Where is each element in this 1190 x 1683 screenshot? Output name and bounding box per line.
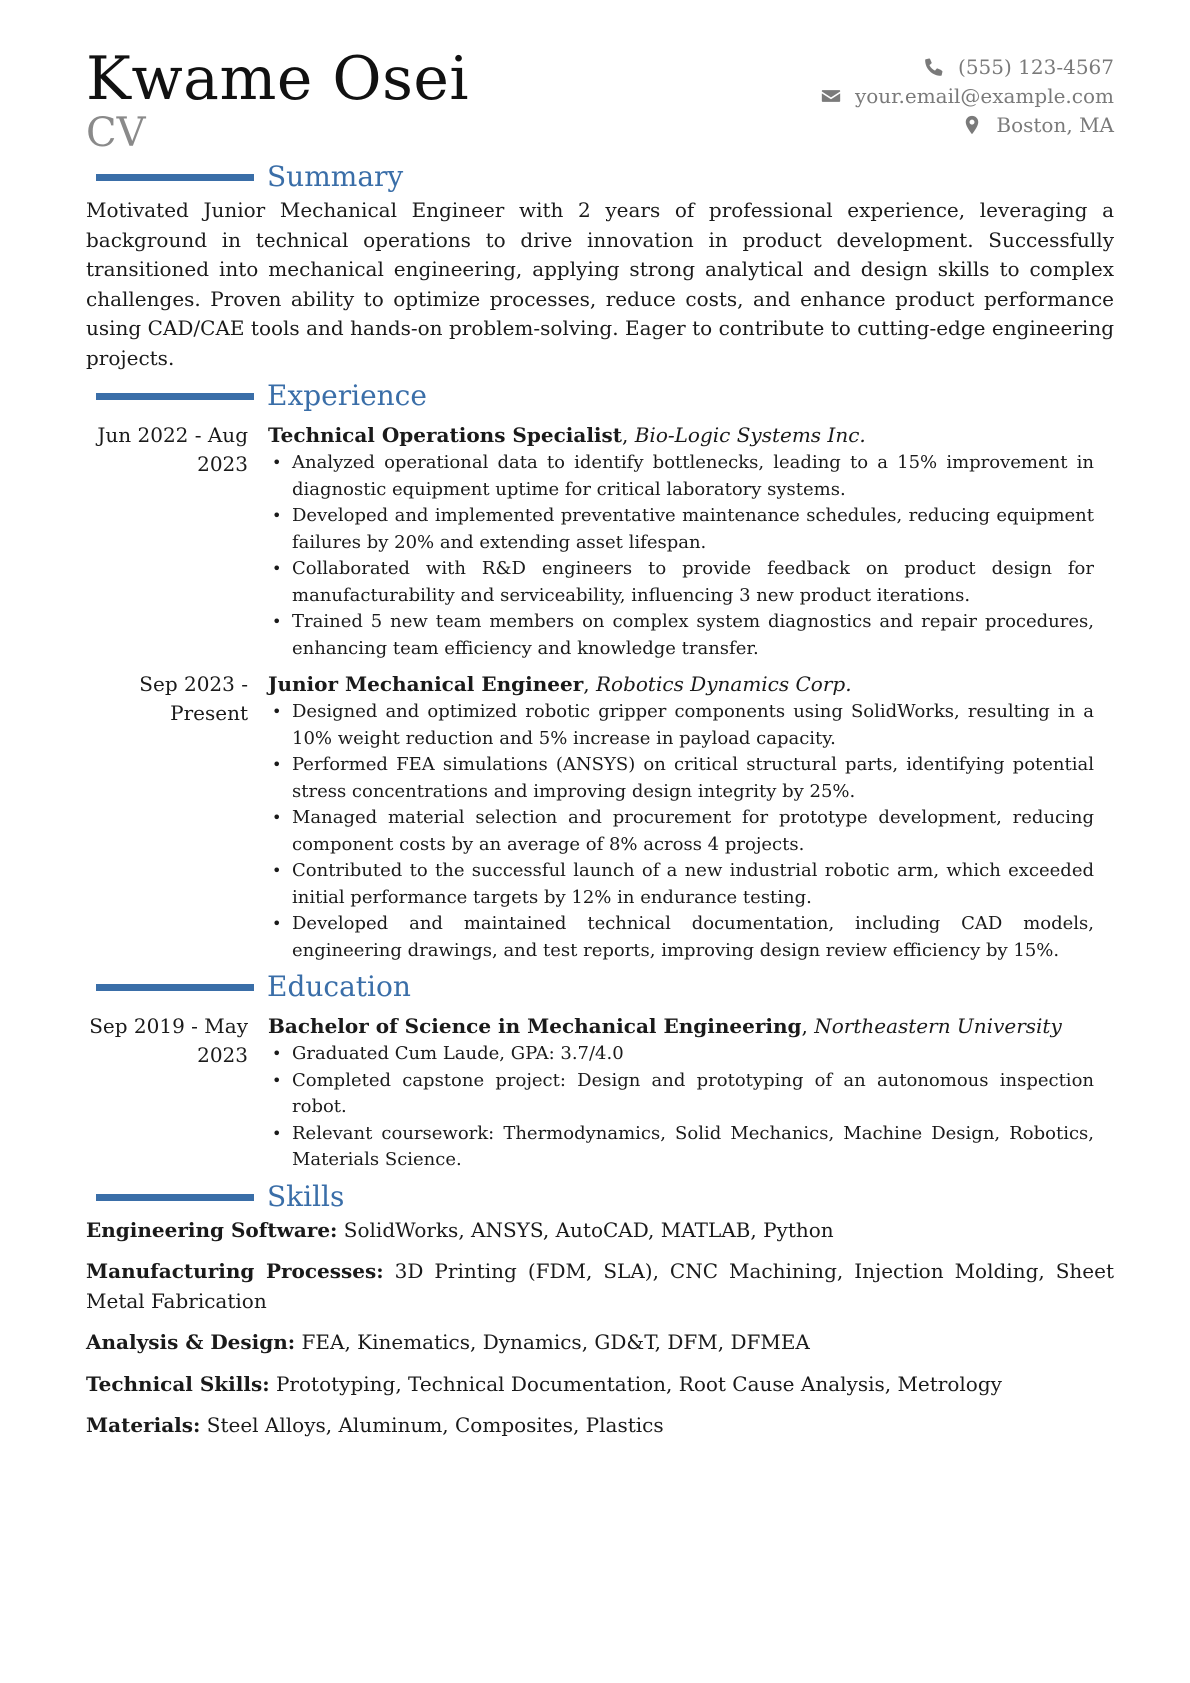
list-item: • Contributed to the successful launch of a new industrial robotic arm, which exceeded initial performance targets by 12% in endurance testing. <box>268 858 1094 911</box>
email-text: your.email@example.com <box>854 83 1114 108</box>
section-heading-summary <box>86 160 1114 194</box>
entry-date: Sep 2019 - May 2023 <box>89 1014 248 1067</box>
contact-email[interactable] <box>821 81 1114 110</box>
job-title: Technical Operations Specialist <box>268 423 623 447</box>
entry-body <box>268 421 1094 662</box>
section-title: Skills <box>267 1179 345 1213</box>
entry-date: Jun 2022 - Aug 2023 <box>97 423 248 476</box>
section-bar <box>96 174 254 181</box>
list-item: • Trained 5 new team members on complex system diagnostics and repair procedures, enhancing team efficiency and knowledge transfer. <box>268 609 1094 662</box>
skill-value: FEA, Kinematics, Dynamics, GD&T, DFM, DFMEA <box>301 1330 810 1354</box>
section-title: Experience <box>267 379 427 412</box>
document-type: CV <box>86 110 146 156</box>
phone-text: (555) 123-4567 <box>958 54 1114 79</box>
bullet-list <box>268 699 1094 964</box>
section-title: Summary <box>267 160 404 193</box>
list-item: • Developed and maintained technical documentation, including CAD models, engineering drawings, and test reports, improving design review efficiency by 15%. <box>268 911 1094 964</box>
skill-row <box>86 1216 1114 1246</box>
envelope-icon <box>821 86 841 106</box>
header <box>86 0 1114 160</box>
entry-date: Sep 2023 - Present <box>139 672 248 725</box>
phone-icon <box>924 57 944 77</box>
section-bar <box>96 393 254 400</box>
entry-body <box>268 1012 1094 1174</box>
skill-value: SolidWorks, ANSYS, AutoCAD, MATLAB, Python <box>343 1217 834 1242</box>
contact-phone[interactable] <box>821 52 1114 81</box>
education-entry <box>86 1012 1114 1174</box>
company-name: Bio-Logic Systems Inc. <box>634 423 866 447</box>
list-item: • Developed and implemented preventative maintenance schedules, reducing equipment failures by 20% and extending asset lifespan. <box>268 503 1094 556</box>
list-item: • Graduated Cum Laude, GPA: 3.7/4.0 <box>268 1041 1094 1068</box>
cv-page <box>86 0 1114 1453</box>
skill-value: Prototyping, Technical Documentation, Root Cause Analysis, Metrology <box>275 1371 1002 1396</box>
skill-label: Analysis & Design: <box>86 1330 296 1354</box>
entry-heading: Technical Operations Specialist, Bio-Logic Systems Inc. <box>268 423 866 447</box>
skill-row <box>86 1328 1114 1358</box>
person-name: Kwame Osei <box>86 44 470 114</box>
bullet-list <box>268 450 1094 662</box>
skill-row <box>86 1370 1114 1400</box>
section-title: Education <box>267 970 411 1003</box>
experience-entry <box>86 421 1114 662</box>
contact-location <box>821 110 1114 139</box>
job-title: Junior Mechanical Engineer <box>268 672 584 696</box>
list-item: • Performed FEA simulations (ANSYS) on critical structural parts, identifying potential stress concentrations and improving design integrity by 25%. <box>268 752 1094 805</box>
section-heading-skills <box>86 1180 1114 1214</box>
skill-row <box>86 1257 1114 1316</box>
skill-value: Steel Alloys, Aluminum, Composites, Plastics <box>206 1413 664 1437</box>
skills-list <box>86 1216 1114 1441</box>
location-text: Boston, MA <box>996 112 1114 137</box>
section-heading-education <box>86 970 1114 1004</box>
entry-body <box>268 670 1094 964</box>
entry-heading: Junior Mechanical Engineer, Robotics Dynamics Corp. <box>268 672 852 696</box>
company-name: Robotics Dynamics Corp. <box>595 672 852 696</box>
institution-name: Northeastern University <box>814 1014 1062 1038</box>
skill-label: Materials: <box>86 1413 201 1437</box>
skill-value: 3D Printing (FDM, SLA), CNC Machining, Injection Molding, Sheet Metal Fabrication <box>86 1259 1115 1313</box>
experience-entry <box>86 670 1114 964</box>
skill-label: Engineering Software: <box>86 1217 338 1242</box>
contact-block <box>821 52 1114 139</box>
section-bar <box>96 1194 254 1201</box>
entry-heading: Bachelor of Science in Mechanical Engineering, Northeastern University <box>268 1014 1062 1038</box>
skill-label: Manufacturing Processes: <box>86 1259 384 1283</box>
bullet-list <box>268 1041 1094 1174</box>
list-item: • Managed material selection and procurement for prototype development, reducing component costs by an average of 8% across 4 projects. <box>268 805 1094 858</box>
list-item: • Designed and optimized robotic gripper components using SolidWorks, resulting in a 10% weight reduction and 5% increase in payload capacity. <box>268 699 1094 752</box>
list-item: • Relevant coursework: Thermodynamics, Solid Mechanics, Machine Design, Robotics, Materials Science. <box>268 1121 1094 1174</box>
list-item: • Analyzed operational data to identify bottlenecks, leading to a 15% improvement in diagnostic equipment uptime for critical laboratory systems. <box>268 450 1094 503</box>
summary-text: Motivated Junior Mechanical Engineer with 2 years of professional experience, leveraging a background in technical operations to drive innovation in product development. Successfully transitioned into mechanical engineering, applying strong analytical and design skills to complex challenges. Proven ability to optimize processes, reduce costs, and enhance product performance using CAD/CAE tools and hands-on problem-solving. Eager to contribute to cutting-edge engineering projects. <box>86 198 1114 370</box>
skill-row <box>86 1411 1114 1441</box>
section-bar <box>96 984 254 991</box>
degree-title: Bachelor of Science in Mechanical Engineering <box>268 1014 802 1038</box>
skill-label: Technical Skills: <box>86 1371 270 1396</box>
list-item: • Completed capstone project: Design and prototyping of an autonomous inspection robot. <box>268 1068 1094 1121</box>
map-pin-icon <box>962 115 982 135</box>
section-heading-experience <box>86 379 1114 413</box>
list-item: • Collaborated with R&D engineers to provide feedback on product design for manufacturability and serviceability, influencing 3 new product iterations. <box>268 556 1094 609</box>
